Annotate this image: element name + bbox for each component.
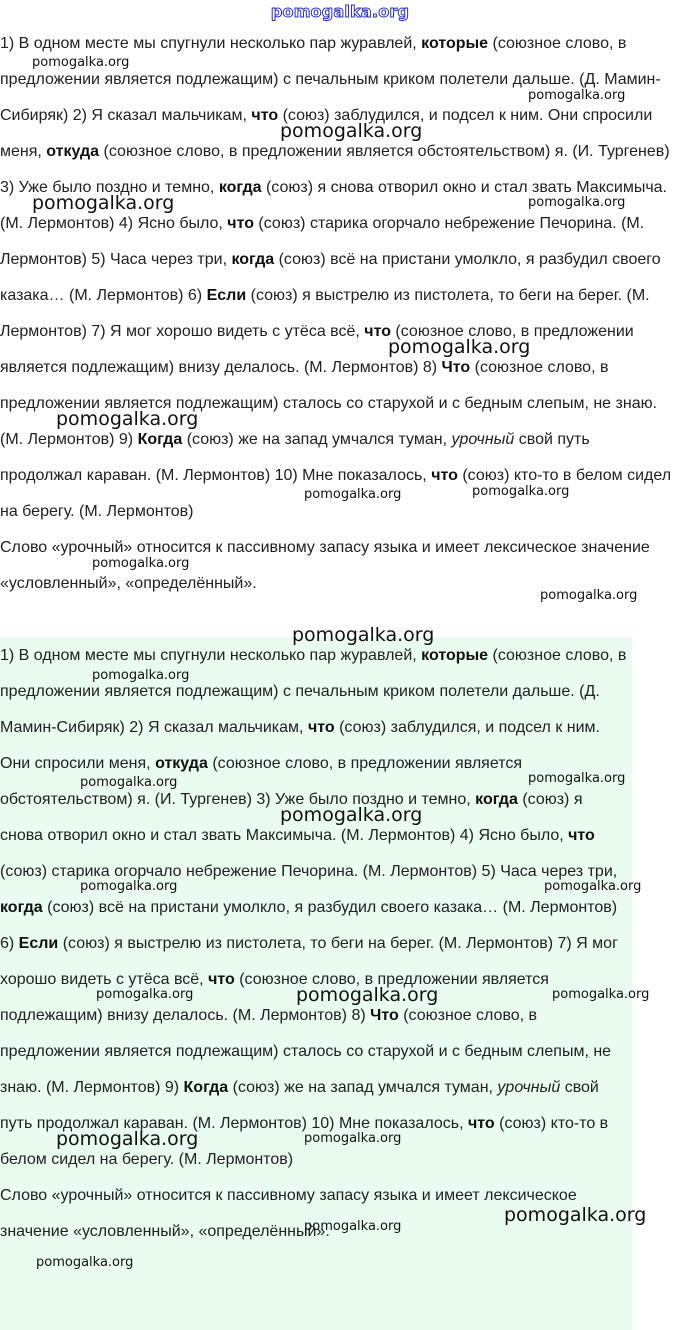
watermark: pomogalka.org <box>544 879 642 894</box>
answer-note: Слово «урочный» относится к пассивному запасу языка и имеет лексическое значение «условленный», «определённый». <box>0 539 650 592</box>
watermark: pomogalka.org <box>296 984 439 1006</box>
watermark: pomogalka.org <box>528 771 626 786</box>
italic-word: урочный <box>451 431 515 448</box>
keyword: Что <box>441 359 471 376</box>
keyword: что <box>568 827 595 844</box>
watermark: pomogalka.org <box>504 1204 647 1226</box>
watermark: pomogalka.org <box>304 1219 402 1234</box>
answer-text-block-highlighted <box>0 638 628 1250</box>
watermark: pomogalka.org <box>304 1131 402 1146</box>
keyword: что <box>227 215 254 232</box>
watermark: pomogalka.org <box>280 804 423 826</box>
keyword: что <box>307 719 335 736</box>
watermark: pomogalka.org <box>304 487 402 502</box>
answer-text-block <box>0 26 676 602</box>
italic-word: урочный <box>497 1079 561 1096</box>
watermark: pomogalka.org <box>32 55 130 70</box>
watermark: pomogalka.org <box>36 1255 134 1270</box>
keyword: Если <box>18 935 59 952</box>
answer-paragraph: 1) В одном месте мы спугнули несколько пар журавлей, которые (союзное слово, в предложении является подлежащим) с печальным криком полетели дальше. (Д. Мамин-Сибиряк) 2) Я сказал мальчикам, что (союз) заблудился, и подсел к ним. Они спросили меня, откуда (союзное слово, в предложении является обстоятельством) я. (И. Тургенев) 3) Уже было поздно и темно, когда (союз) я снова отворил окно и стал звать Максимыча. (М. Лермонтов) 4) Ясно было, что (союз) старика огорчало небрежение Печорина. (М. Лермонтов) 5) Часа через три, когда (союз) всё на пристани умолкло, я разбудил своего казака… (М. Лермонтов) 6) Если (союз) я выстрелю из пистолета, то беги на берег. (М. Лермонтов) 7) Я мог хорошо видеть с утёса всё, что (союзное слово, в предложении является подлежащим) внизу делалось. (М. Лермонтов) 8) Что (союзное слово, в предложении является подлежащим) сталось со старухой и с бедным слепым, не знаю. (М. Лермонтов) 9) Когда (союз) же на запад умчался туман, урочный свой путь продолжал караван. (М. Лермонтов) 10) Мне показалось, что (союз) кто-то в белом сидел на берегу. (М. Лермонтов) <box>0 35 672 520</box>
keyword: Когда <box>183 1079 229 1096</box>
keyword: Если <box>206 287 247 304</box>
watermark: pomogalka.org <box>292 624 435 646</box>
keyword: когда <box>231 251 275 268</box>
keyword: которые <box>421 35 489 52</box>
watermark: pomogalka.org <box>540 588 638 603</box>
answer-note: Слово «урочный» относится к пассивному запасу языка и имеет лексическое значение «условленный», «определённый». <box>0 1187 577 1240</box>
keyword: когда <box>475 791 518 808</box>
watermark: pomogalka.org <box>96 987 194 1002</box>
watermark: pomogalka.org <box>80 879 178 894</box>
watermark: pomogalka.org <box>92 668 190 683</box>
watermark: pomogalka.org <box>92 556 190 571</box>
keyword: когда <box>0 899 43 916</box>
watermark: pomogalka.org <box>528 195 626 210</box>
watermark: pomogalka.org <box>472 484 570 499</box>
watermark: pomogalka.org <box>280 120 423 142</box>
keyword: что <box>208 971 235 988</box>
answer-paragraph: 1) В одном месте мы спугнули несколько пар журавлей, которые (союзное слово, в предложении является подлежащим) с печальным криком полетели дальше. (Д. Мамин-Сибиряк) 2) Я сказал мальчикам, что (союз) заблудился, и подсел к ним. Они спросили меня, откуда (союзное слово, в предложении является обстоятельством) я. (И. Тургенев) 3) Уже было поздно и темно, когда (союз) я снова отворил окно и стал звать Максимыча. (М. Лермонтов) 4) Ясно было, что (союз) старика огорчало небрежение Печорина. (М. Лермонтов) 5) Часа через три, когда (союз) всё на пристани умолкло, я разбудил своего казака… (М. Лермонтов) 6) Если (союз) я выстрелю из пистолета, то беги на берег. (М. Лермонтов) 7) Я мог хорошо видеть с утёса всё, что (союзное слово, в предложении является подлежащим) внизу делалось. (М. Лермонтов) 8) Что (союзное слово, в предложении является подлежащим) сталось со старухой и с бедным слепым, не знаю. (М. Лермонтов) 9) Когда (союз) же на запад умчался туман, урочный свой путь продолжал караван. (М. Лермонтов) 10) Мне показалось, что (союз) кто-то в белом сидел на берегу. (М. Лермонтов) <box>0 647 627 1168</box>
keyword: когда <box>218 179 262 196</box>
keyword: что <box>467 1115 495 1132</box>
keyword: что <box>431 467 458 484</box>
watermark: pomogalka.org <box>80 775 178 790</box>
site-logo[interactable]: pomogalka.org <box>270 2 410 21</box>
keyword: что <box>364 323 391 340</box>
keyword: Когда <box>137 431 183 448</box>
watermark: pomogalka.org <box>388 336 531 358</box>
watermark: pomogalka.org <box>56 408 199 430</box>
keyword: которые <box>421 647 489 664</box>
keyword: Что <box>370 1007 399 1024</box>
keyword: откуда <box>46 143 100 160</box>
watermark: pomogalka.org <box>552 987 650 1002</box>
watermark: pomogalka.org <box>56 1128 199 1150</box>
keyword: откуда <box>155 755 208 772</box>
keyword: что <box>251 107 279 124</box>
watermark: pomogalka.org <box>32 192 175 214</box>
watermark: pomogalka.org <box>528 88 626 103</box>
